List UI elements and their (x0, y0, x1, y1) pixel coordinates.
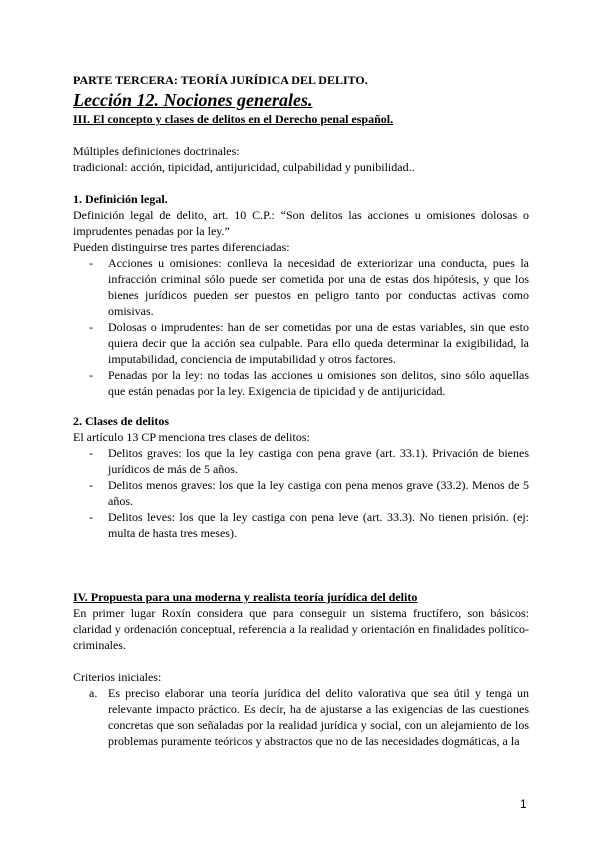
section-4-paragraph: En primer lugar Roxín considera que para conseguir un sistema fructífero, son básicos: claridad y ordenación conceptual, referencia a la realidad y orientación en finalidades político-criminales. (73, 606, 529, 652)
section-1-heading: 1. Definición legal. (73, 192, 168, 206)
section-4-heading: IV. Propuesta para una moderna y realista teoría jurídica del delito (73, 590, 418, 604)
section-1-body (73, 207, 529, 399)
list-item (73, 477, 529, 509)
list-item-text: Delitos leves: los que la ley castiga con pena leve (art. 33.3). No tienen prisión. (ej: multa de hasta tres meses). (108, 510, 529, 540)
intro-line: tradicional: acción, tipicidad, antijuricidad, culpabilidad y punibilidad.. (73, 160, 415, 174)
criteria-label: Criterios iniciales: (73, 670, 162, 684)
list-item-text: Penadas por la ley: no todas las acciones u omisiones son delitos, sino sólo aquellas que están penadas por la ley. Exigencia de tipicidad y de antijuricidad. (108, 368, 529, 398)
section-1-paragraph: Definición legal de delito, art. 10 C.P.: “Son delitos las acciones u omisiones dolosas o imprudentes penadas por la ley.” (73, 208, 529, 238)
list-marker: a. (89, 686, 98, 700)
section-2-list (73, 445, 529, 541)
section-4-body (73, 605, 529, 653)
section-2-lead: El artículo 13 CP menciona tres clases de delitos: (73, 430, 310, 444)
section-1-list (73, 255, 529, 399)
list-item (73, 255, 529, 319)
section-1-lead: Pueden distinguirse tres partes diferenciadas: (73, 240, 290, 254)
list-item (73, 445, 529, 477)
dash-marker: - (89, 478, 93, 492)
dash-marker: - (89, 320, 93, 334)
dash-marker: - (89, 510, 93, 524)
section-2-body (73, 429, 529, 541)
criteria-list (73, 685, 529, 749)
list-item (73, 509, 529, 541)
dash-marker: - (89, 368, 93, 382)
criteria-body (73, 685, 529, 749)
list-item (73, 367, 529, 399)
list-item-text: Dolosas o imprudentes: han de ser cometidas por una de estas variables, sin que esto quiera decir que la acción sea culpable. Para ello queda determinar la exigibilidad, la imputabilidad, conciencia de imputabilidad y otros factores. (108, 320, 529, 366)
list-item-text: Delitos menos graves: los que la ley castiga con pena menos grave (33.2). Menos de 5 años. (108, 478, 529, 508)
section-2-heading: 2. Clases de delitos (73, 414, 169, 428)
intro-text (73, 143, 529, 175)
list-item (73, 319, 529, 367)
list-item-text: Es preciso elaborar una teoría jurídica del delito valorativa que sea útil y tenga un relevante impacto práctico. Es decir, ha de ajustarse a las exigencias de las cuestiones concretas que son señaladas por la realidad jurídica y social, con un alejamiento de los problemas puramente teóricos y abstractos que no de las necesidades dogmáticas, a la (108, 686, 529, 748)
list-item (73, 685, 529, 749)
dash-marker: - (89, 446, 93, 460)
intro-line: Múltiples definiciones doctrinales: (73, 144, 240, 158)
list-item-text: Acciones u omisiones: conlleva la necesidad de exteriorizar una conducta, pues la infracción criminal sólo puede ser cometida por una de estas dos hipótesis, y que los bienes jurídicos pueden ser puestos en peligro tanto por conductas activas como omisivas. (108, 256, 529, 318)
part-heading: PARTE TERCERA: TEORÍA JURÍDICA DEL DELITO. (73, 73, 368, 87)
list-item-text: Delitos graves: los que la ley castiga con pena grave (art. 33.1). Privación de bienes jurídicos de más de 5 años. (108, 446, 529, 476)
dash-marker: - (89, 256, 93, 270)
section-3-heading: III. El concepto y clases de delitos en el Derecho penal español. (73, 112, 394, 126)
lesson-title: Lección 12. Nociones generales. (73, 90, 313, 110)
page-number: 1 (520, 797, 527, 811)
